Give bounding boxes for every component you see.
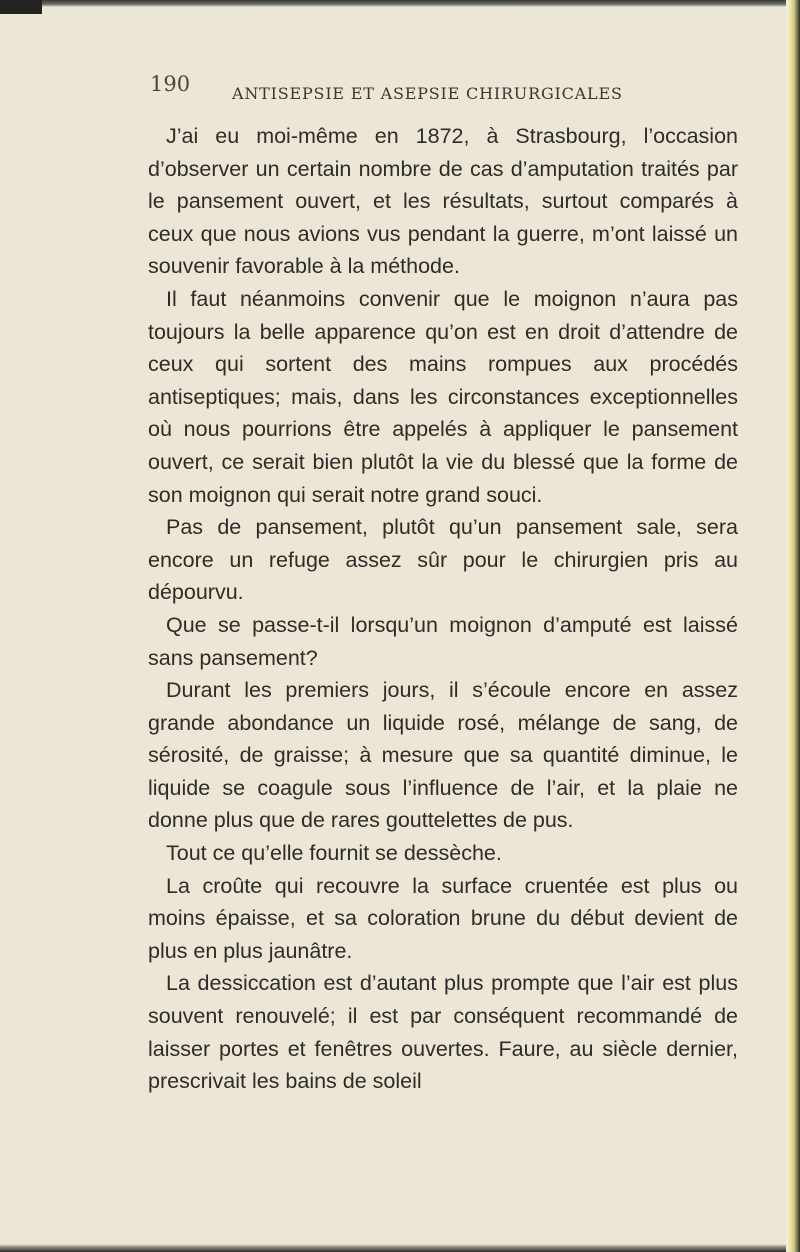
- paragraph: Que se passe-t-il lorsqu’un moignon d’amputé est laissé sans pansement?: [148, 612, 738, 670]
- paragraph: Tout ce qu’elle fournit se dessèche.: [166, 841, 502, 866]
- paragraph: Il faut néanmoins convenir que le moignon n’aura pas toujours la belle apparence qu’on est en droit d’attendre de ceux qui sortent des mains rompues aux procédés antiseptiques; mais, dans les circonstances exceptionnelles où nous pourrions être appelés à appliquer le pansement ouvert, ce serait bien plutôt la vie du blessé que la forme de son moignon qui serait notre grand souci.: [148, 286, 738, 507]
- bottom-edge-shadow: [0, 1244, 786, 1252]
- page-edge-binding: [786, 0, 800, 1252]
- paragraph: La croûte qui recouvre la surface cruentée est plus ou moins épaisse, et sa coloration brune du début devient de plus en plus jaunâtre.: [148, 873, 738, 963]
- paragraph: Pas de pansement, plutôt qu’un pansement sale, sera encore un refuge assez sûr pour le chirurgien pris au dépourvu.: [148, 515, 738, 605]
- paragraph: Durant les premiers jours, il s’écoule encore en assez grande abondance un liquide rosé, mélange de sang, de sérosité, de graisse; à mesure que sa quantité diminue, le liquide se coagule sous l’influence de l’air, et la plaie ne donne plus que de rares gouttelettes de pus.: [148, 678, 738, 833]
- top-corner-shadow: [0, 0, 42, 14]
- page-number: 190: [150, 72, 191, 96]
- top-edge-shadow: [0, 0, 786, 7]
- body-text: [148, 120, 738, 1098]
- running-title: ANTISEPSIE ET ASEPSIE CHIRURGICALES: [232, 84, 623, 103]
- paragraph: La dessiccation est d’autant plus prompte que l’air est plus souvent renouvelé; il est par conséquent recommandé de laisser portes et fenêtres ouvertes. Faure, au siècle dernier, prescrivait les bains de soleil: [148, 971, 738, 1094]
- paragraph: J’ai eu moi-même en 1872, à Strasbourg, l’occasion d’observer un certain nombre de cas d’amputation traités par le pansement ouvert, et les résultats, surtout comparés à ceux que nous avions vus pendant la guerre, m’ont laissé un souvenir favorable à la méthode.: [148, 124, 738, 279]
